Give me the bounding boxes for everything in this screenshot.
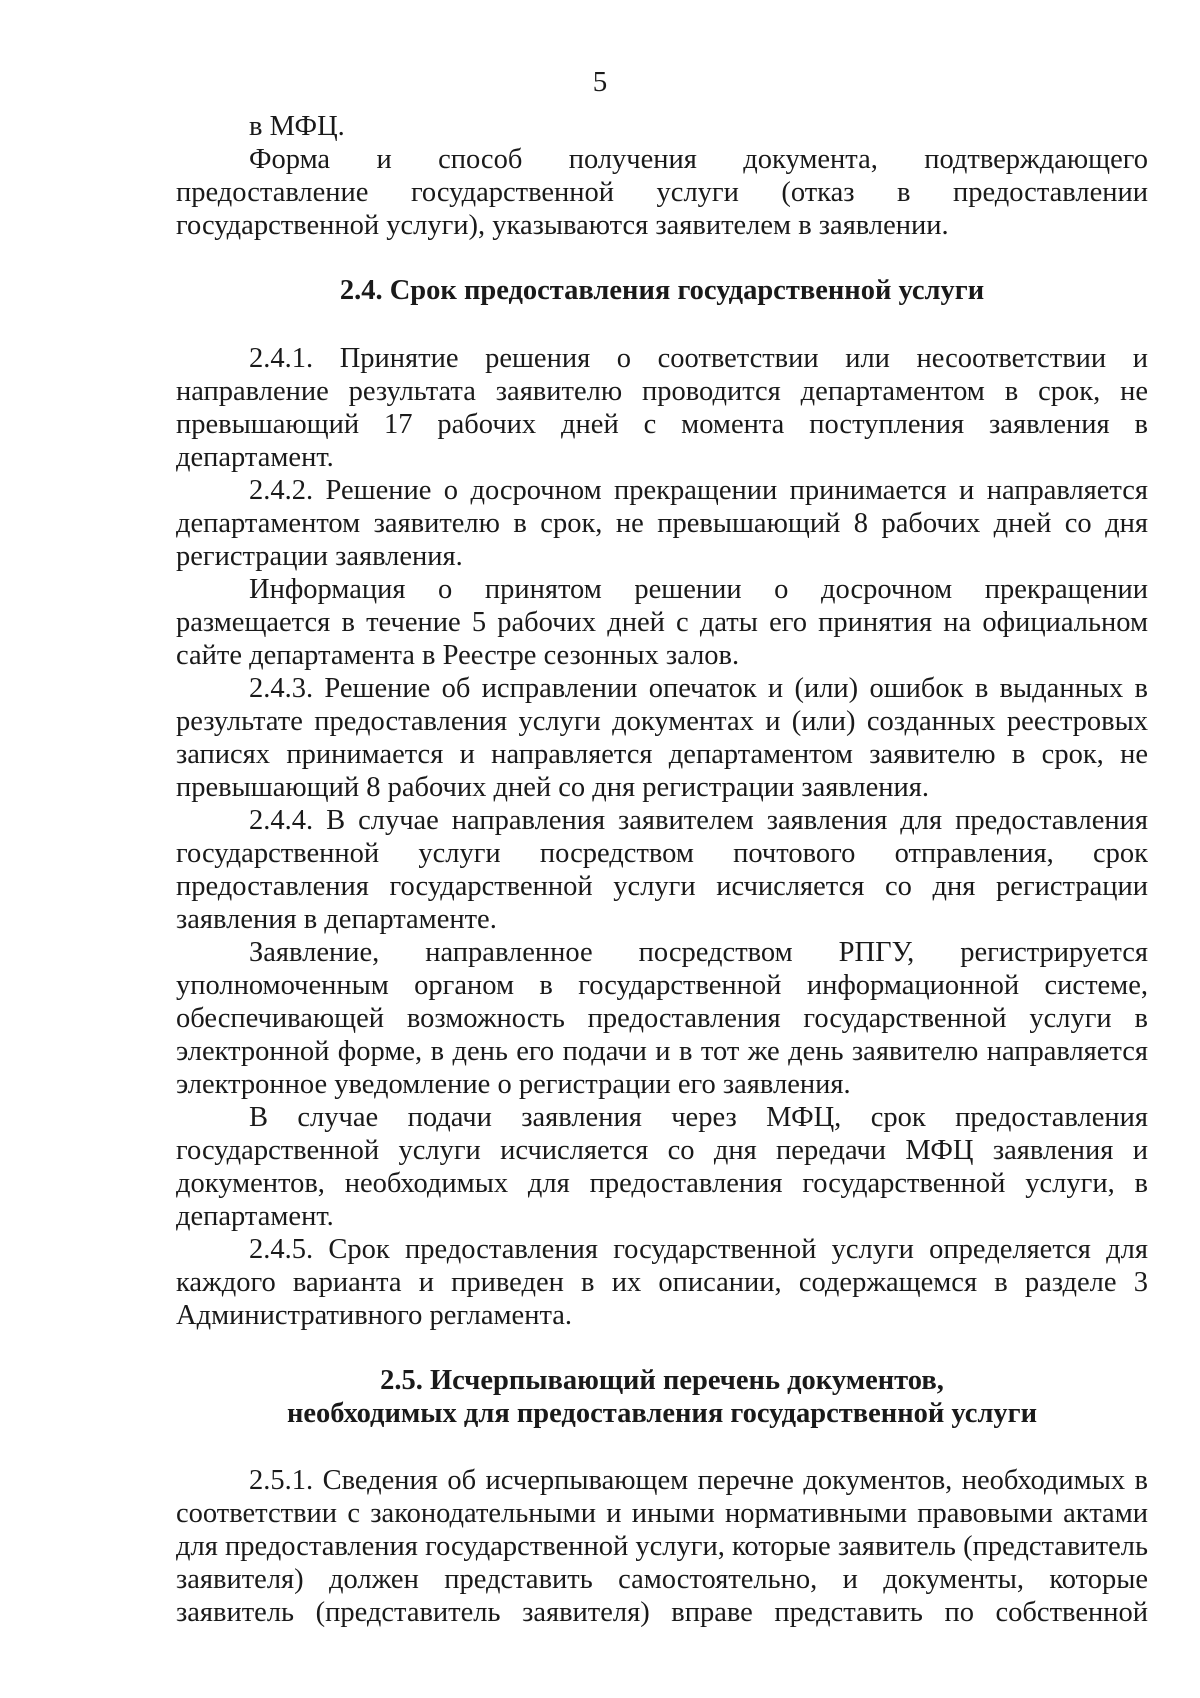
paragraph: Форма и способ получения документа, подтверждающего предоставление государственной услуги (отказ в предоставлении государственной услуги), указываются заявителем в заявлении.: [176, 144, 1148, 241]
paragraph: Информация о принятом решении о досрочном прекращении размещается в течение 5 рабочих дней с даты его принятия на официальном сайте департамента в Реестре сезонных залов.: [176, 574, 1148, 671]
page-number: 5: [592, 66, 608, 98]
document-body: [176, 110, 1148, 1629]
paragraph: в МФЦ.: [249, 111, 345, 142]
paragraph: В случае подачи заявления через МФЦ, срок предоставления государственной услуги исчисляется со дня передачи МФЦ заявления и документов, необходимых для предоставления государственной услуги, в департамент.: [176, 1102, 1148, 1232]
paragraph: 2.4.5. Срок предоставления государственной услуги определяется для каждого варианта и приведен в их описании, содержащемся в разделе 3 Административного регламента.: [176, 1234, 1148, 1331]
paragraph: 2.4.4. В случае направления заявителем заявления для предоставления государственной услуги посредством почтового отправления, срок предоставления государственной услуги исчисляется со дня регистрации заявления в департаменте.: [176, 805, 1148, 935]
section-heading-line: необходимых для предоставления государственной услуги: [286, 1398, 1038, 1429]
paragraph: 2.4.3. Решение об исправлении опечаток и (или) ошибок в выданных в результате предоставления услуги документах и (или) созданных реестровых записях принимается и направляется департаментом заявителю в срок, не превышающий 8 рабочих дней со дня регистрации заявления.: [176, 673, 1148, 803]
paragraph: 2.5.1. Сведения об исчерпывающем перечне документов, необходимых в соответствии с законодательными и иными нормативными правовыми актами для предоставления государственной услуги, которые заявитель (представитель заявителя) должен представить самостоятельно, и документы, которые заявитель (представитель заявителя) вправе представить по собственной: [176, 1465, 1148, 1628]
section-heading-2-5: [176, 1364, 1148, 1430]
section-heading-2-4: 2.4. Срок предоставления государственной услуги: [339, 275, 985, 306]
section-heading-line: 2.5. Исчерпывающий перечень документов,: [380, 1365, 944, 1396]
paragraph: 2.4.2. Решение о досрочном прекращении принимается и направляется департаментом заявителю в срок, не превышающий 8 рабочих дней со дня регистрации заявления.: [176, 475, 1148, 572]
paragraph: 2.4.1. Принятие решения о соответствии или несоответствии и направление результата заявителю проводится департаментом в срок, не превышающий 17 рабочих дней с момента поступления заявления в департамент.: [176, 343, 1148, 473]
paragraph: Заявление, направленное посредством РПГУ, регистрируется уполномоченным органом в государственной информационной системе, обеспечивающей возможность предоставления государственной услуги в электронной форме, в день его подачи и в тот же день заявителю направляется электронное уведомление о регистрации его заявления.: [176, 937, 1148, 1100]
